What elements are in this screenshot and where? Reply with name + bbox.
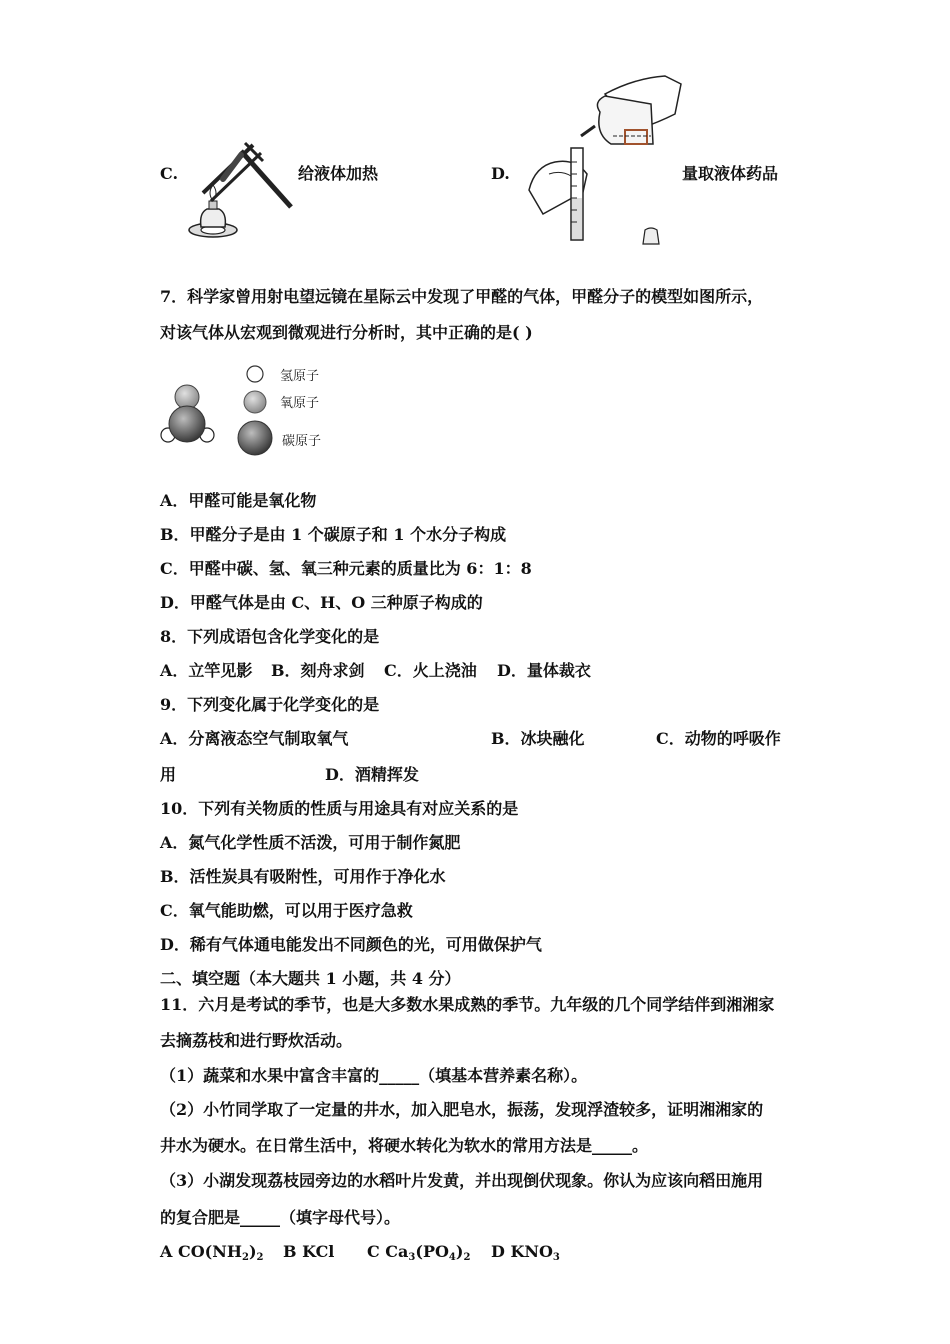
q10-option-a: A．氮气化学性质不活泼，可用于制作氮肥: [160, 833, 461, 852]
q11-part3-line2: 的复合肥是_____（填字母代号）。: [160, 1208, 401, 1227]
q11-stem-line1: 11．六月是考试的季节，也是大多数水果成熟的季节。九年级的几个同学结伴到湘湘家: [160, 995, 775, 1014]
q9-option-a: A．分离液态空气制取氧气: [160, 729, 349, 748]
q9-option-b: B．冰块融化: [491, 729, 585, 748]
legend-hydrogen-symbol: [247, 366, 263, 382]
q11-part2-line2: 井水为硬水。在日常生活中，将硬水转化为软水的常用方法是_____。: [160, 1136, 649, 1155]
q11-choice-d: D $KNO_3$: [491, 1242, 560, 1263]
q7-option-a: A．甲醛可能是氧化物: [160, 491, 317, 510]
q9-option-c-continued: 用: [160, 765, 177, 784]
q11-part1: （1）蔬菜和水果中富含丰富的_____（填基本营养素名称）。: [160, 1066, 588, 1085]
measuring-liquid-figure: [525, 74, 685, 250]
q10-option-c: C．氧气能助燃，可以用于医疗急救: [160, 901, 413, 920]
q6-d-label: D.: [491, 164, 510, 183]
q11-choice-c: C $Ca_3(PO_4)_2$: [367, 1242, 471, 1263]
q8-stem: 8．下列成语包含化学变化的是: [160, 627, 380, 646]
q10-stem: 10．下列有关物质的性质与用途具有对应关系的是: [160, 799, 519, 818]
q8-option-d: D．量体裁衣: [497, 661, 591, 680]
q7-option-d: D．甲醛气体是由 C、H、O 三种原子构成的: [160, 593, 483, 612]
q11-part3-line1: （3）小湖发现荔枝园旁边的水稻叶片发黄，并出现倒伏现象。你认为应该向稻田施用: [160, 1171, 764, 1190]
q11-choice-b: B KCl: [283, 1242, 335, 1261]
q10-option-d: D．稀有气体通电能发出不同颜色的光，可用做保护气: [160, 935, 542, 954]
legend-oxygen-label: 氧原子: [280, 396, 320, 411]
q9-option-d: D．酒精挥发: [325, 765, 419, 784]
q7-stem-line1: 7．科学家曾用射电望远镜在星际云中发现了甲醛的气体，甲醛分子的模型如图所示，: [160, 287, 764, 306]
q6-c-text: 给液体加热: [298, 164, 379, 183]
q9-option-c: C．动物的呼吸作: [656, 729, 781, 748]
q8-option-a: A．立竿见影: [160, 661, 253, 680]
q7-option-c: C．甲醛中碳、氢、氧三种元素的质量比为 6：1：8: [160, 559, 532, 578]
q6-d-text: 量取液体药品: [682, 164, 779, 183]
q11-part2-line1: （2）小竹同学取了一定量的井水，加入肥皂水，振荡，发现浮渣较多，证明湘湘家的: [160, 1100, 764, 1119]
section-2-title: 二、填空题（本大题共 1 小题，共 4 分）: [160, 969, 461, 988]
q7-stem-line2: 对该气体从宏观到微观进行分析时，其中正确的是( ): [160, 323, 533, 342]
legend-hydrogen-label: 氢原子: [280, 369, 320, 384]
q8-option-c: C．火上浇油: [384, 661, 477, 680]
oxygen-atom: [175, 385, 199, 409]
carbon-atom: [169, 406, 205, 442]
q11-stem-line2: 去摘荔枝和进行野炊活动。: [160, 1031, 353, 1050]
legend-carbon-label: 碳原子: [282, 434, 322, 449]
q9-stem: 9．下列变化属于化学变化的是: [160, 695, 380, 714]
heating-liquid-figure: [183, 135, 295, 247]
q6-c-label: C.: [160, 164, 179, 183]
q10-option-b: B．活性炭具有吸附性，可用作于净化水: [160, 867, 446, 886]
q11-choice-a: A $CO(NH_2)_2$: [160, 1242, 264, 1263]
q7-option-b: B．甲醛分子是由 1 个碳原子和 1 个水分子构成: [160, 525, 507, 544]
legend-oxygen-symbol: [244, 391, 266, 413]
q8-option-b: B．刻舟求剑: [271, 661, 365, 680]
legend-carbon-symbol: [238, 421, 272, 455]
